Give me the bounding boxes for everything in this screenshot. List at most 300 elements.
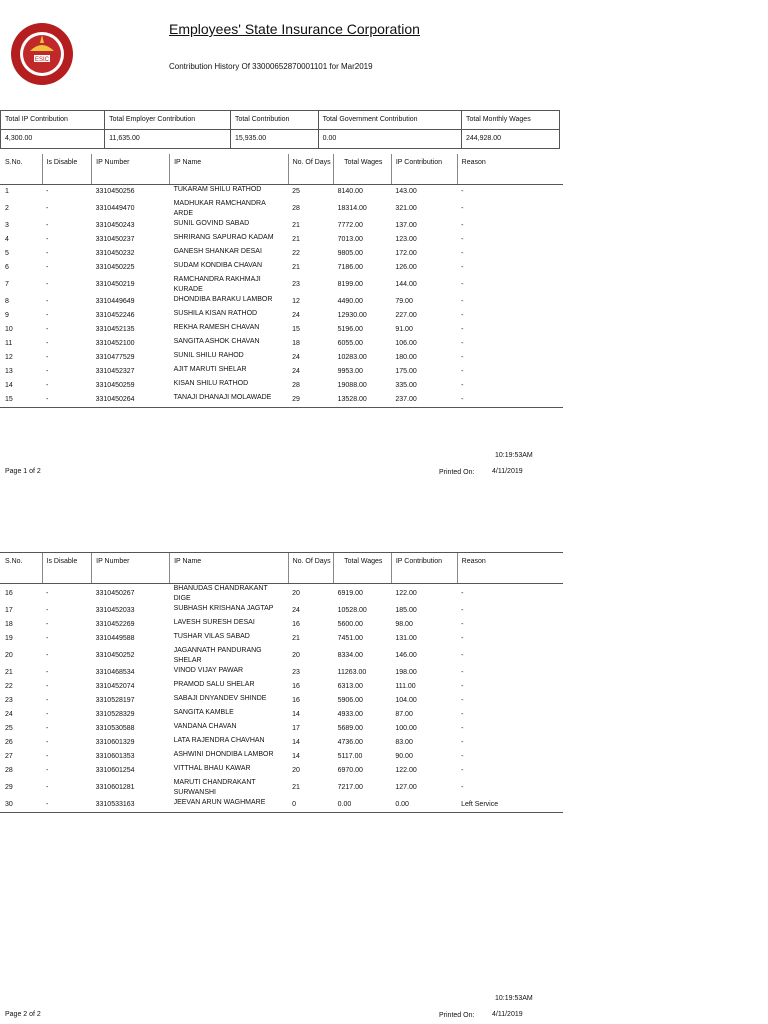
cell-reason: - xyxy=(461,739,464,746)
cell-ip-number: 3310528197 xyxy=(95,697,135,704)
cell-ip-name: TANAJI DHANAJI MOLAWADE xyxy=(170,393,288,408)
cell-reason: - xyxy=(457,393,563,408)
cell-reason: - xyxy=(461,652,464,659)
cell-wages: 12930.00 xyxy=(337,312,367,319)
cell-ip-name: SUBHASH KRISHANA JAGTAP xyxy=(173,605,274,612)
cell-wages: 9805.00 xyxy=(337,250,363,257)
cell-contribution: 123.00 xyxy=(395,236,417,243)
cell-reason: - xyxy=(461,236,464,243)
cell-ip-name: SANGITA KAMBLE xyxy=(173,709,234,716)
cell-wages: 4490.00 xyxy=(337,298,363,305)
cell-ip-name: MARUTI CHANDRAKANT SURWANSHI xyxy=(173,779,256,796)
cell-disable: - xyxy=(42,393,92,408)
col-ip-name: IP Name xyxy=(170,553,288,584)
cell-contribution: 104.00 xyxy=(395,697,417,704)
summary-header-employer: Total Employer Contribution xyxy=(105,111,231,130)
summary-header-government: Total Government Contribution xyxy=(318,111,461,130)
cell-days: 18 xyxy=(292,340,300,347)
cell-wages: 5196.00 xyxy=(337,326,363,333)
cell-contribution: 79.00 xyxy=(395,298,413,305)
cell-contribution: 185.00 xyxy=(395,607,417,614)
cell-reason: - xyxy=(461,382,464,389)
cell-days: 14 xyxy=(292,739,300,746)
table-row xyxy=(0,798,563,813)
cell-sno: 11 xyxy=(5,340,13,347)
table-row xyxy=(0,604,563,618)
table-row xyxy=(0,736,563,750)
cell-reason: - xyxy=(461,188,464,195)
cell-contribution: 98.00 xyxy=(395,621,413,628)
cell-sno: 8 xyxy=(5,298,9,305)
cell-disable: - xyxy=(46,188,49,195)
page-title: Employees' State Insurance Corporation xyxy=(169,21,420,37)
cell-sno: 1 xyxy=(5,188,9,195)
cell-ip-number: 3310528329 xyxy=(95,711,135,718)
cell-days: 24 xyxy=(292,607,300,614)
col-sno: S.No. xyxy=(0,553,42,584)
cell-sno: 7 xyxy=(5,281,9,288)
table-row xyxy=(0,750,563,764)
report-subtitle: Contribution History Of 33000652870001101 for Mar2019 xyxy=(169,62,373,71)
cell-reason: - xyxy=(461,784,464,791)
cell-sno: 14 xyxy=(5,382,13,389)
cell-disable: - xyxy=(46,281,49,288)
cell-wages: 7013.00 xyxy=(337,236,363,243)
cell-reason: - xyxy=(461,298,464,305)
footer1-page-number: Page 1 of 2 xyxy=(5,468,41,475)
cell-sno: 24 xyxy=(5,711,13,718)
cell-ip-name: SUNIL GOVIND SABAD xyxy=(173,220,250,227)
cell-reason: - xyxy=(461,326,464,333)
cell-wages: 7217.00 xyxy=(337,784,363,791)
cell-ip-number: 3310601281 xyxy=(95,784,135,791)
cell-ip-name: SUSHILA KISAN RATHOD xyxy=(173,310,258,317)
footer1-printed-label: Printed On: xyxy=(439,469,475,476)
cell-reason: - xyxy=(461,621,464,628)
cell-disable: - xyxy=(46,711,49,718)
cell-ip-number: 3310452327 xyxy=(95,368,135,375)
footer1-printed-date: 4/11/2019 xyxy=(492,468,523,475)
col-ip-name: IP Name xyxy=(170,154,288,185)
contribution-table-page2 xyxy=(0,552,563,813)
cell-reason: - xyxy=(461,205,464,212)
cell-contribution: 175.00 xyxy=(395,368,417,375)
cell-days: 0 xyxy=(288,798,334,813)
cell-contribution: 122.00 xyxy=(395,767,417,774)
cell-ip-number: 3310477529 xyxy=(95,354,135,361)
cell-days: 24 xyxy=(292,312,300,319)
cell-sno: 4 xyxy=(5,236,9,243)
cell-ip-number: 3310450256 xyxy=(95,188,135,195)
cell-ip-name: TUKARAM SHILU RATHOD xyxy=(173,186,262,193)
cell-sno: 29 xyxy=(5,784,13,791)
footer2-printed-label: Printed On: xyxy=(439,1012,475,1019)
logo-center-text: ESIC xyxy=(34,57,50,63)
cell-sno: 9 xyxy=(5,312,9,319)
cell-sno: 22 xyxy=(5,683,13,690)
cell-days: 23 xyxy=(292,281,300,288)
cell-sno: 3 xyxy=(5,222,9,229)
cell-disable: - xyxy=(46,753,49,760)
table-row xyxy=(0,247,563,261)
col-reason: Reason xyxy=(457,154,563,185)
cell-reason: - xyxy=(461,590,464,597)
cell-days: 14 xyxy=(292,711,300,718)
cell-wages: 10283.00 xyxy=(337,354,367,361)
cell-ip-number: 3310450252 xyxy=(95,652,135,659)
summary-value-row xyxy=(1,130,560,149)
cell-ip-number: 3310452269 xyxy=(95,621,135,628)
cell-wages: 5906.00 xyxy=(337,697,363,704)
cell-sno: 16 xyxy=(5,590,13,597)
table-row xyxy=(0,764,563,778)
cell-disable: - xyxy=(46,784,49,791)
cell-ip-number: 3310450219 xyxy=(95,281,135,288)
cell-ip-name: MADHUKAR RAMCHANDRA ARDE xyxy=(173,200,266,217)
cell-reason: - xyxy=(461,607,464,614)
cell-wages: 0.00 xyxy=(334,798,392,813)
cell-wages: 5689.00 xyxy=(337,725,363,732)
cell-sno: 6 xyxy=(5,264,9,271)
cell-reason: - xyxy=(461,250,464,257)
cell-disable: - xyxy=(46,368,49,375)
cell-ip-number: 3310452100 xyxy=(95,340,135,347)
summary-table xyxy=(0,110,560,149)
cell-ip-name: SANGITA ASHOK CHAVAN xyxy=(173,338,260,345)
cell-disable: - xyxy=(46,382,49,389)
cell-days: 21 xyxy=(292,222,300,229)
cell-sno: 5 xyxy=(5,250,9,257)
cell-ip-name: GANESH SHANKAR DESAI xyxy=(173,248,262,255)
col-contribution: IP Contribution xyxy=(391,553,457,584)
cell-disable: - xyxy=(42,798,92,813)
cell-days: 21 xyxy=(292,784,300,791)
cell-sno: 15 xyxy=(0,393,42,408)
cell-ip-number: 3310452033 xyxy=(95,607,135,614)
cell-ip-number: 3310450264 xyxy=(92,393,170,408)
cell-contribution: 137.00 xyxy=(395,222,417,229)
cell-sno: 30 xyxy=(0,798,42,813)
table-row xyxy=(0,778,563,798)
table-row xyxy=(0,233,563,247)
cell-reason: - xyxy=(461,767,464,774)
cell-contribution: 122.00 xyxy=(395,590,417,597)
cell-contribution: 335.00 xyxy=(395,382,417,389)
cell-days: 20 xyxy=(292,652,300,659)
cell-reason: - xyxy=(461,725,464,732)
cell-disable: - xyxy=(46,683,49,690)
table-row xyxy=(0,379,563,393)
cell-disable: - xyxy=(46,236,49,243)
cell-contribution: 146.00 xyxy=(395,652,417,659)
cell-ip-number: 3310449649 xyxy=(95,298,135,305)
cell-reason: Left Service xyxy=(457,798,563,813)
cell-ip-number: 3310452246 xyxy=(95,312,135,319)
cell-disable: - xyxy=(46,250,49,257)
cell-days: 12 xyxy=(292,298,300,305)
cell-disable: - xyxy=(46,326,49,333)
cell-ip-name: VITTHAL BHAU KAWAR xyxy=(173,765,251,772)
cell-days: 24 xyxy=(292,368,300,375)
cell-ip-name: BHANUDAS CHANDRAKANT DIGE xyxy=(173,585,268,602)
cell-wages: 8140.00 xyxy=(337,188,363,195)
summary-header-row xyxy=(1,111,560,130)
cell-sno: 20 xyxy=(5,652,13,659)
cell-ip-name: LATA RAJENDRA CHAVHAN xyxy=(173,737,265,744)
footer2-printed-date: 4/11/2019 xyxy=(492,1011,523,1018)
cell-wages: 18314.00 xyxy=(337,205,367,212)
cell-disable: - xyxy=(46,621,49,628)
cell-sno: 13 xyxy=(5,368,13,375)
summary-value-total: 15,935.00 xyxy=(230,130,318,149)
col-days: No. Of Days xyxy=(288,154,334,185)
cell-disable: - xyxy=(46,340,49,347)
cell-days: 23 xyxy=(292,669,300,676)
esic-logo xyxy=(10,21,74,87)
cell-reason: - xyxy=(461,264,464,271)
cell-contribution: 144.00 xyxy=(395,281,417,288)
footer2-page-number: Page 2 of 2 xyxy=(5,1011,41,1018)
cell-contribution: 131.00 xyxy=(395,635,417,642)
cell-wages: 6313.00 xyxy=(337,683,363,690)
cell-reason: - xyxy=(461,697,464,704)
table-row xyxy=(0,584,563,605)
table-header-row xyxy=(0,553,563,584)
col-wages: Total Wages xyxy=(334,154,392,185)
cell-reason: - xyxy=(461,683,464,690)
cell-wages: 4933.00 xyxy=(337,711,363,718)
cell-sno: 12 xyxy=(5,354,13,361)
cell-days: 17 xyxy=(292,725,300,732)
col-disable: Is Disable xyxy=(42,553,92,584)
cell-wages: 6970.00 xyxy=(337,767,363,774)
cell-ip-name: SUDAM KONDIBA CHAVAN xyxy=(173,262,263,269)
table-row xyxy=(0,722,563,736)
summary-header-ip: Total IP Contribution xyxy=(1,111,105,130)
table-row xyxy=(0,261,563,275)
cell-disable: - xyxy=(46,739,49,746)
table-row xyxy=(0,275,563,295)
cell-wages: 7772.00 xyxy=(337,222,363,229)
cell-days: 14 xyxy=(292,753,300,760)
cell-wages: 6055.00 xyxy=(337,340,363,347)
cell-ip-number: 3310450237 xyxy=(95,236,135,243)
summary-value-ip: 4,300.00 xyxy=(1,130,105,149)
col-sno: S.No. xyxy=(0,154,42,185)
cell-ip-name: JAGANNATH PANDURANG SHELAR xyxy=(173,647,262,664)
col-disable: Is Disable xyxy=(42,154,92,185)
cell-days: 20 xyxy=(292,590,300,597)
cell-ip-name: PRAMOD SALU SHELAR xyxy=(173,681,255,688)
cell-sno: 28 xyxy=(5,767,13,774)
cell-days: 22 xyxy=(292,250,300,257)
cell-contribution: 127.00 xyxy=(395,784,417,791)
cell-disable: - xyxy=(46,205,49,212)
cell-ip-number: 3310449588 xyxy=(95,635,135,642)
cell-contribution: 198.00 xyxy=(395,669,417,676)
cell-wages: 9953.00 xyxy=(337,368,363,375)
cell-days: 21 xyxy=(292,264,300,271)
cell-reason: - xyxy=(461,368,464,375)
cell-disable: - xyxy=(46,312,49,319)
cell-ip-name: SHRIRANG SAPURAO KADAM xyxy=(173,234,274,241)
cell-wages: 13528.00 xyxy=(334,393,392,408)
table-row xyxy=(0,309,563,323)
cell-ip-name: RAMCHANDRA RAKHMAJI KURADE xyxy=(173,276,261,293)
cell-disable: - xyxy=(46,635,49,642)
cell-ip-number: 3310449470 xyxy=(95,205,135,212)
cell-sno: 19 xyxy=(5,635,13,642)
cell-ip-name: VINOD VIJAY PAWAR xyxy=(173,667,244,674)
cell-days: 16 xyxy=(292,683,300,690)
footer1-time: 10:19:53AM xyxy=(495,452,533,459)
cell-ip-number: 3310533163 xyxy=(92,798,170,813)
contribution-table-page1 xyxy=(0,154,563,408)
cell-disable: - xyxy=(46,607,49,614)
cell-disable: - xyxy=(46,590,49,597)
cell-ip-number: 3310452074 xyxy=(95,683,135,690)
cell-contribution: 227.00 xyxy=(395,312,417,319)
cell-ip-number: 3310450243 xyxy=(95,222,135,229)
cell-disable: - xyxy=(46,697,49,704)
cell-contribution: 83.00 xyxy=(395,739,413,746)
cell-days: 15 xyxy=(292,326,300,333)
cell-reason: - xyxy=(461,281,464,288)
cell-reason: - xyxy=(461,312,464,319)
cell-ip-number: 3310601353 xyxy=(95,753,135,760)
cell-days: 29 xyxy=(288,393,334,408)
table-row xyxy=(0,694,563,708)
col-ip-number: IP Number xyxy=(92,154,170,185)
table-row xyxy=(0,185,563,200)
table-row xyxy=(0,708,563,722)
cell-sno: 23 xyxy=(5,697,13,704)
cell-ip-number: 3310601329 xyxy=(95,739,135,746)
cell-ip-number: 3310450225 xyxy=(95,264,135,271)
cell-days: 24 xyxy=(292,354,300,361)
cell-contribution: 237.00 xyxy=(391,393,457,408)
table-row xyxy=(0,337,563,351)
cell-disable: - xyxy=(46,222,49,229)
cell-reason: - xyxy=(461,635,464,642)
cell-ip-number: 3310450267 xyxy=(95,590,135,597)
cell-contribution: 180.00 xyxy=(395,354,417,361)
cell-days: 20 xyxy=(292,767,300,774)
cell-reason: - xyxy=(461,753,464,760)
cell-disable: - xyxy=(46,652,49,659)
cell-contribution: 111.00 xyxy=(395,683,416,690)
col-reason: Reason xyxy=(457,553,563,584)
table-row xyxy=(0,323,563,337)
cell-contribution: 91.00 xyxy=(395,326,413,333)
cell-days: 21 xyxy=(292,236,300,243)
cell-disable: - xyxy=(46,354,49,361)
cell-days: 28 xyxy=(292,205,300,212)
cell-sno: 10 xyxy=(5,326,13,333)
cell-disable: - xyxy=(46,725,49,732)
table-header-row xyxy=(0,154,563,185)
table-row xyxy=(0,365,563,379)
cell-contribution: 106.00 xyxy=(395,340,417,347)
cell-days: 25 xyxy=(292,188,300,195)
table-row xyxy=(0,680,563,694)
cell-ip-number: 3310601254 xyxy=(95,767,135,774)
cell-disable: - xyxy=(46,264,49,271)
cell-sno: 26 xyxy=(5,739,13,746)
cell-ip-name: KISAN SHILU RATHOD xyxy=(173,380,249,387)
cell-ip-name: ASHWINI DHONDIBA LAMBOR xyxy=(173,751,274,758)
cell-disable: - xyxy=(46,767,49,774)
col-contribution: IP Contribution xyxy=(391,154,457,185)
table-body-page1 xyxy=(0,185,563,408)
cell-wages: 7186.00 xyxy=(337,264,363,271)
cell-ip-number: 3310530588 xyxy=(95,725,135,732)
cell-ip-name: JEEVAN ARUN WAGHMARE xyxy=(170,798,288,813)
col-ip-number: IP Number xyxy=(92,553,170,584)
cell-ip-number: 3310450232 xyxy=(95,250,135,257)
cell-contribution: 0.00 xyxy=(391,798,457,813)
cell-sno: 17 xyxy=(5,607,13,614)
cell-wages: 10528.00 xyxy=(337,607,367,614)
table-row xyxy=(0,618,563,632)
cell-sno: 2 xyxy=(5,205,9,212)
table-row xyxy=(0,393,563,408)
cell-days: 28 xyxy=(292,382,300,389)
cell-reason: - xyxy=(461,711,464,718)
cell-wages: 8334.00 xyxy=(337,652,363,659)
cell-ip-name: LAVESH SURESH DESAI xyxy=(173,619,255,626)
cell-reason: - xyxy=(461,354,464,361)
cell-sno: 18 xyxy=(5,621,13,628)
cell-reason: - xyxy=(461,669,464,676)
cell-ip-name: SABAJI DNYANDEV SHINDE xyxy=(173,695,267,702)
table-row xyxy=(0,219,563,233)
cell-wages: 19088.00 xyxy=(337,382,367,389)
cell-sno: 27 xyxy=(5,753,13,760)
cell-wages: 5117.00 xyxy=(337,753,363,760)
cell-wages: 6919.00 xyxy=(337,590,363,597)
table-row xyxy=(0,295,563,309)
table-row xyxy=(0,666,563,680)
cell-ip-name: REKHA RAMESH CHAVAN xyxy=(173,324,260,331)
cell-reason: - xyxy=(461,340,464,347)
cell-disable: - xyxy=(46,669,49,676)
summary-header-total: Total Contribution xyxy=(230,111,318,130)
cell-ip-name: TUSHAR VILAS SABAD xyxy=(173,633,250,640)
cell-contribution: 172.00 xyxy=(395,250,417,257)
cell-ip-name: AJIT MARUTI SHELAR xyxy=(173,366,247,373)
cell-ip-name: DHONDIBA BARAKU LAMBOR xyxy=(173,296,273,303)
cell-ip-number: 3310450259 xyxy=(95,382,135,389)
cell-contribution: 100.00 xyxy=(395,725,417,732)
cell-sno: 21 xyxy=(5,669,13,676)
cell-wages: 11263.00 xyxy=(337,669,367,676)
table-row xyxy=(0,632,563,646)
cell-ip-name: SUNIL SHILU RAHOD xyxy=(173,352,244,359)
cell-contribution: 87.00 xyxy=(395,711,413,718)
cell-contribution: 126.00 xyxy=(395,264,417,271)
cell-days: 16 xyxy=(292,697,300,704)
cell-wages: 7451.00 xyxy=(337,635,363,642)
cell-ip-name: VANDANA CHAVAN xyxy=(173,723,237,730)
cell-reason: - xyxy=(461,222,464,229)
table-row xyxy=(0,199,563,219)
cell-contribution: 143.00 xyxy=(395,188,417,195)
summary-header-wages: Total Monthly Wages xyxy=(461,111,559,130)
col-wages: Total Wages xyxy=(334,553,392,584)
cell-ip-number: 3310468534 xyxy=(95,669,135,676)
cell-contribution: 90.00 xyxy=(395,753,413,760)
